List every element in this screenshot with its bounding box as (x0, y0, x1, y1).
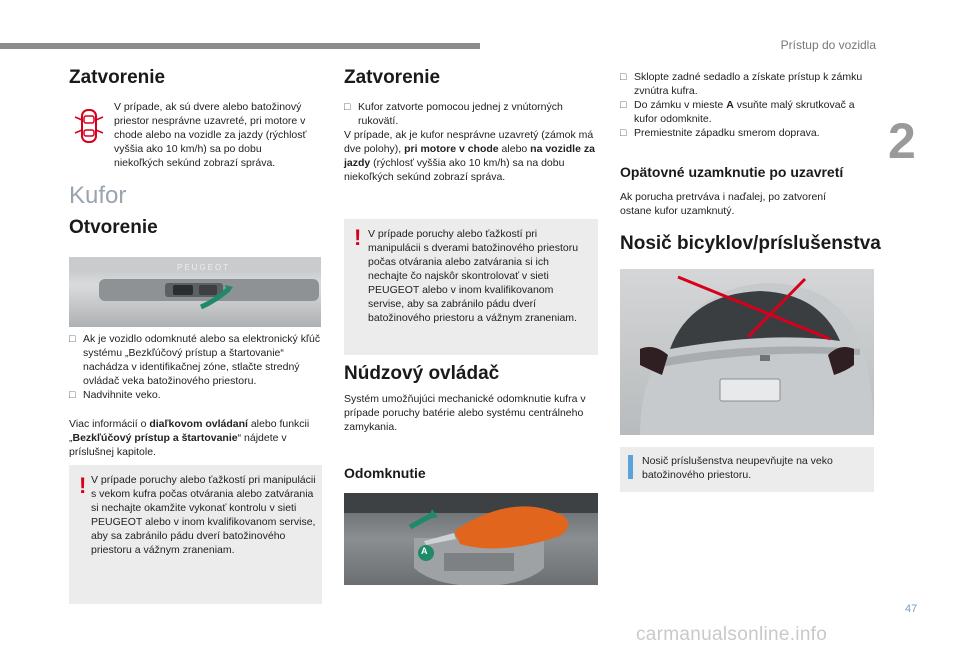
warning-box-text: V prípade poruchy alebo ťažkostí pri manipulácii s dverami batožinového priestoru počas otvárania alebo zatvárania si ich nechajte čo najskôr skontrolovať v sieti PEUGEOT alebo v inom kvalifikovanom servise, aby sa zabránilo pádu dverí batožinového priestoru a vážnym zraneniam. (368, 228, 579, 324)
info-box (620, 447, 874, 492)
warning-box-text: V prípade poruchy alebo ťažkostí pri manipulácii s vekom kufra počas otvárania alebo zatvárania si nechajte okamžite vykonať kontrolu v sieti PEUGEOT alebo v inom kvalifikovanom servise, aby sa zabránilo pádu dverí batožinového priestoru a vážnym zraneniam. (91, 474, 316, 556)
warning-icon: ! (354, 225, 362, 250)
list-item: □ Kufor zatvorte pomocou jednej z vnútorných rukovätí. (344, 101, 563, 127)
warning-box-2 (344, 219, 598, 355)
heading-odomknutie: Odomknutie (344, 465, 426, 481)
warning-close-text: V prípade, ak sú dvere alebo batožinový priestor nesprávne uzavreté, pri motore v chode alebo na vozidle za jazdy (rýchlosť vyššia ako 10 km/h) sa po dobu niekoľkých sekúnd zobrazí správa. (114, 101, 307, 169)
relock-text: Ak porucha pretrváva i naďalej, po zatvorení ostane kufor uzamknutý. (620, 191, 827, 217)
emergency-text: Systém umožňujúci mechanické odomknutie kufra v prípade poruchy batérie alebo systému centrálneho zamykania. (344, 393, 586, 433)
emergency-lock-photo (344, 493, 598, 585)
unlock-bullets (620, 70, 874, 140)
bike-carrier-photo (620, 269, 874, 435)
list-item: □ Nadvihnite veko. (69, 389, 161, 401)
page-number: 47 (905, 603, 918, 615)
lock-point-label: A (421, 546, 428, 556)
list-item: □ Do zámku v mieste A vsuňte malý skrutkovač a kufor odomknite. (620, 99, 855, 125)
heading-zatvorenie-2: Zatvorenie (344, 67, 441, 88)
heading-relock: Opätovné uzamknutie po uzavretí (620, 164, 844, 180)
list-item: □ Sklopte zadné sedadlo a získate prístup k zámku zvnútra kufra. (620, 71, 863, 97)
list-item: □ Ak je vozidlo odomknuté alebo sa elektronický kľúč systému „Bezkľúčový prístup a štartovanie“ nachádza v identifikačnej zóne, stlačte stredný ovládač veka batožinového priestoru. (69, 333, 321, 387)
info-icon (628, 455, 633, 479)
photo-badge: PEUGEOT (177, 263, 231, 272)
heading-nosic: Nosič bicyklov/príslušenstva (620, 233, 881, 254)
heading-nudzovy-ovladac: Núdzový ovládač (344, 363, 500, 384)
chapter-number: 2 (888, 113, 916, 169)
close-paragraph: V prípade, ak je kufor nesprávne uzavretý (zámok má dve polohy), pri motore v chode alebo na vozidle za jazdy (rýchlosť vyššia ako 10 km/h) sa na dobu niekoľkých sekúnd zobrazí správa. (344, 129, 595, 183)
warning-box-1 (69, 465, 322, 604)
close-bullets (344, 100, 598, 128)
info-box-text: Nosič príslušenstva neupevňujte na veko batožinového priestoru. (642, 455, 833, 481)
more-info-text: Viac informácií o diaľkovom ovládaní alebo funkcii „Bezkľúčový prístup a štartovanie“ nájdete v príslušnej kapitole. (69, 418, 310, 458)
heading-zatvorenie-1: Zatvorenie (69, 67, 166, 88)
running-title: Prístup do vozidla (780, 38, 876, 52)
section-title-kufor: Kufor (69, 182, 127, 209)
open-bullets (69, 332, 322, 402)
tailgate-handle-photo (69, 257, 321, 327)
header-rule (0, 43, 480, 49)
watermark: carmanualsonline.info (636, 624, 828, 645)
heading-otvorenie: Otvorenie (69, 217, 158, 238)
list-item: □ Premiestnite západku smerom doprava. (620, 127, 820, 139)
warning-icon: ! (79, 473, 87, 498)
car-doors-open-icon (73, 104, 105, 148)
